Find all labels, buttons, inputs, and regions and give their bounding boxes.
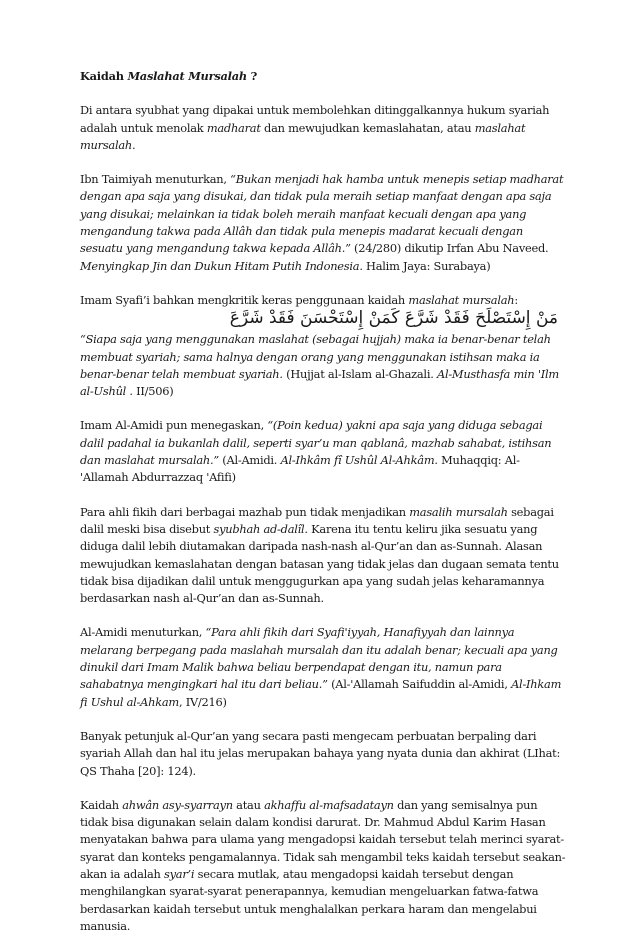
arabic-quote: مَنْ إِسْتَصْلَحَ فَقَدْ شَرَّعَ كَمَنْ إِسْتَحْسَنَ فَقَدْ شَرَّعَ: [229, 308, 558, 329]
page-title: Kaidah Maslahat Mursalah ?: [80, 69, 258, 83]
paragraph-kaidah-ahwan: Kaidah ahwân asy-syarrayn atau akhaffu al-mafsadatayn dan yang semisalnya pun tidak bisa digunakan selain dalam kondisi darurat. Dr. Mahmud Abdul Karim Hasan menyatakan bahwa para ulama yang mengadopsi kaidah tersebut telah merinci syarat-syarat dan konteks pengamalannya. Tidak sah mengambil teks kaidah tersebut seakan-akan ia adalah syar’i secara mutlak, atau mengadopsi kaidah tersebut dengan menghilangkan syarat-syarat penerapannya, kemudian mengeluarkan fatwa-fatwa berdasarkan kaidah tersebut untuk menghalalkan perkara haram dan mengelabui manusia.: [80, 797, 566, 933]
paragraph-quran-guidance: Banyak petunjuk al-Qur’an yang secara pasti mengecam perbuatan berpaling dari syariah Allah dan hal itu jelas merupakan bahaya yang nyata dunia dan akhirat (LIhat: QS Thaha [20]: 124).: [80, 728, 561, 778]
paragraph-ahli-fikih: Para ahli fikih dari berbagai mazhab pun tidak menjadikan masalih mursalah sebagai dalil meski bisa disebut syubhah ad-dalîl. Karena itu tentu keliru jika sesuatu yang diduga dalil lebih diutamakan daripada nash-nash al-Qur’an dan as-Sunnah. Alasan mewujudkan kemaslahatan dengan batasan yang tidak jelas dan dugaan semata tentu tidak bisa dijadikan dalil untuk menggugurkan apa yang sudah jelas keharamannya berdasarkan nash al-Qur’an dan as-Sunnah.: [80, 504, 559, 606]
paragraph-imam-syafii: Imam Syafi’i bahkan mengkritik keras penggunaan kaidah maslahat mursalah:: [80, 292, 518, 307]
paragraph-al-amidi: Imam Al-Amidi pun menegaskan, “(Poin kedua) yakni apa saja yang diduga sebagai dalil padahal ia bukanlah dalil, seperti syar’u man qablanâ, mazhab sahabat, istihsan dan maslahat mursalah.” (Al-Amidi. Al-Ihkâm fî Ushûl Al-Ahkâm. Muhaqqiq: Al-'Allamah Abdurrazzaq 'Afifi): [80, 418, 552, 485]
paragraph-intro: Di antara syubhat yang dipakai untuk membolehkan ditinggalkannya hukum syariah adalah untuk menolak madharat dan mewujudkan kemaslahatan, atau maslahat mursalah.: [80, 103, 550, 152]
document-page: [80, 68, 568, 952]
paragraph-translation: “Siapa saja yang menggunakan maslahat (sebagai hujjah) maka ia benar-benar telah membuat syariah; sama halnya dengan orang yang menggunakan istihsan maka ia benar-benar telah membuat syariah. (Hujjat al-Islam al-Ghazali. Al-Musthasfa min 'Ilm al-Ushûl . II/506): [80, 332, 559, 399]
paragraph-ibn-taimiyah: Ibn Taimiyah menuturkan, “Bukan menjadi hak hamba untuk menepis setiap madharat dengan apa saja yang disukai, dan tidak pula meraih setiap manfaat dengan apa saja yang disukai; melainkan ia tidak boleh meraih manfaat kecuali dengan apa yang mengandung takwa pada Allâh dan tidak pula menepis madarat kecuali dengan sesuatu yang mengandung takwa kepada Allâh.” (24/280) dikutip Irfan Abu Naveed. Menyingkap Jin dan Dukun Hitam Putih Indonesia. Halim Jaya: Surabaya): [80, 172, 564, 273]
paragraph-al-amidi-quote: Al-Amidi menuturkan, “Para ahli fikih dari Syafi'iyyah, Hanafiyyah dan lainnya melarang berpegang pada maslahah mursalah dan itu adalah benar; kecuali apa yang dinukil dari Imam Malik bahwa beliau berpendapat dengan itu, namun para sahabatnya mengingkari hal itu dari beliau.” (Al-'Allamah Saifuddin al-Amidi, Al-Ihkam fi Ushul al-Ahkam, IV/216): [80, 625, 562, 709]
